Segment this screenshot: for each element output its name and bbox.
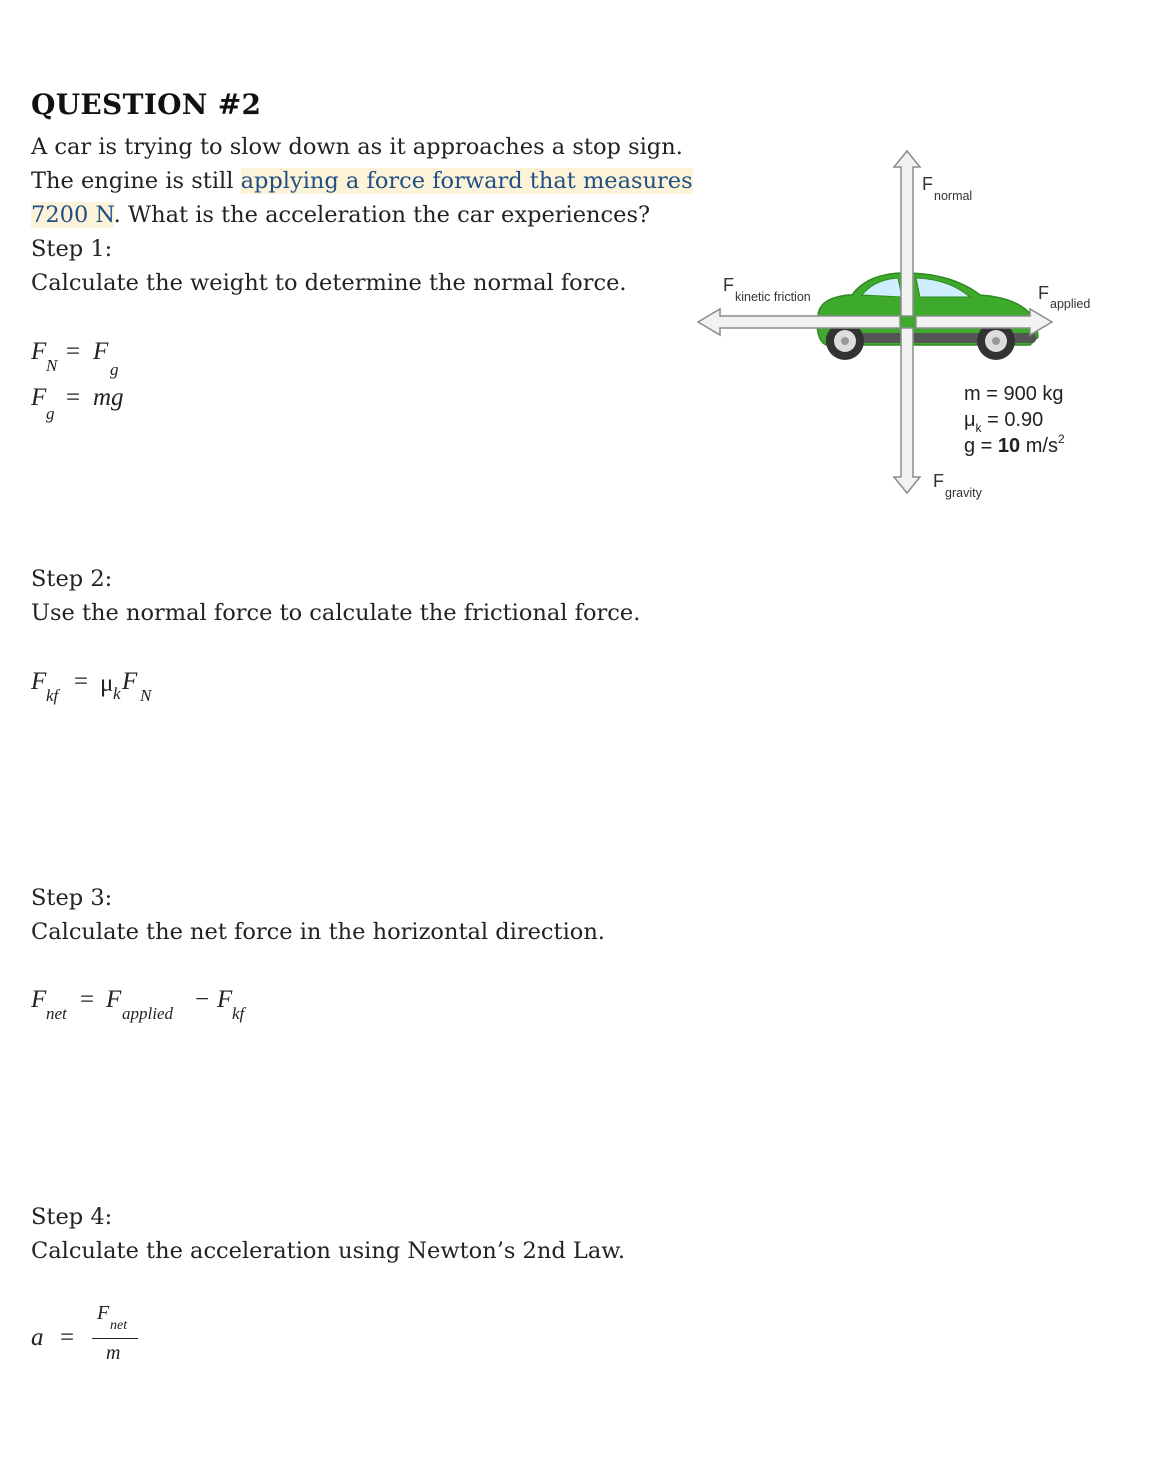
eq4-F: F (31, 986, 47, 1013)
question-line-1: A car is trying to slow down as it approaches a stop sign. (31, 134, 683, 160)
eq2-sub-g: g (46, 404, 55, 423)
eq3-sub-N: N (140, 686, 152, 705)
free-body-diagram (690, 145, 1110, 515)
applied-force-sub: applied (1050, 297, 1091, 311)
eq3-sub-kf: kf (46, 686, 59, 705)
eq4-sub-applied: applied (122, 1004, 173, 1023)
step-2-label: Step 2: (31, 566, 113, 592)
eq2-F: F (31, 384, 47, 411)
question-line-3 (31, 198, 693, 232)
step-3-text: Calculate the net force in the horizontal direction. (31, 919, 605, 945)
mu-value: = 0.90 (981, 409, 1044, 431)
eq4-F3: F (217, 986, 233, 1013)
g-prefix: g = (964, 435, 998, 457)
given-mu (964, 409, 1043, 435)
eq1-equals: = (66, 338, 81, 365)
step-4-text: Calculate the acceleration using Newton’s 2nd Law. (31, 1238, 626, 1264)
eq3-mu: μ (100, 670, 114, 697)
highlight-applied-force: applying a force forward that measures (240, 168, 693, 194)
eq3-F: F (31, 668, 47, 695)
highlight-force-value: 7200 N (31, 202, 114, 228)
eq4-sub-net: net (46, 1004, 67, 1023)
question-text (31, 130, 693, 232)
eq5-sub-net: net (110, 1318, 128, 1333)
eq4-minus: − (195, 986, 210, 1013)
step-3 (31, 881, 605, 949)
g-exponent: 2 (1057, 432, 1065, 446)
eq1-sub-g: g (110, 360, 119, 379)
question-line-2 (31, 164, 693, 198)
normal-force-sub: normal (934, 189, 973, 203)
step-1 (31, 232, 627, 300)
eq1-F2: F (93, 338, 109, 365)
step-1-label: Step 1: (31, 236, 113, 262)
step-3-label: Step 3: (31, 885, 113, 911)
eq5-denominator-m: m (106, 1342, 121, 1364)
mu-symbol: μ (964, 409, 976, 431)
applied-force-label: F (1038, 283, 1049, 303)
g-value: 10 (997, 435, 1021, 457)
step-4-label: Step 4: (31, 1204, 113, 1230)
gravity-force-arrow (894, 328, 920, 493)
normal-force-label: F (922, 174, 933, 194)
gravity-force-sub: gravity (945, 486, 982, 500)
given-gravity (964, 432, 1065, 457)
eq5-equals: = (60, 1324, 75, 1351)
friction-force-label: F (723, 275, 734, 295)
eq4-F2: F (106, 986, 122, 1013)
question-title: QUESTION #2 (31, 88, 262, 121)
given-mass: m = 900 kg (964, 383, 1064, 405)
eq5-numerator-F: F (97, 1302, 110, 1324)
eq2-equals: = (66, 384, 81, 411)
eq3-equals: = (74, 668, 89, 695)
question-line-3-post: . What is the acceleration the car experiences? (113, 202, 651, 228)
eq4-equals: = (80, 986, 95, 1013)
eq1-sub-N: N (46, 356, 58, 375)
gravity-force-label: F (933, 471, 944, 491)
step-2-text: Use the normal force to calculate the frictional force. (31, 600, 641, 626)
eq4-sub-kf: kf (232, 1004, 245, 1023)
question-line-2-pre: The engine is still (31, 168, 241, 194)
g-unit: m/s (1020, 435, 1058, 457)
eq3-sub-k: k (113, 684, 121, 703)
fraction-bar (92, 1338, 138, 1339)
eq2-mg: mg (93, 384, 124, 411)
step-4 (31, 1200, 625, 1268)
step-2 (31, 562, 640, 630)
step-1-text: Calculate the weight to determine the normal force. (31, 270, 627, 296)
friction-force-sub: kinetic friction (735, 290, 811, 304)
eq5-a: a (31, 1324, 44, 1351)
eq1-F: F (31, 338, 47, 365)
mu-subscript: k (975, 421, 982, 435)
eq3-F2: F (122, 668, 138, 695)
